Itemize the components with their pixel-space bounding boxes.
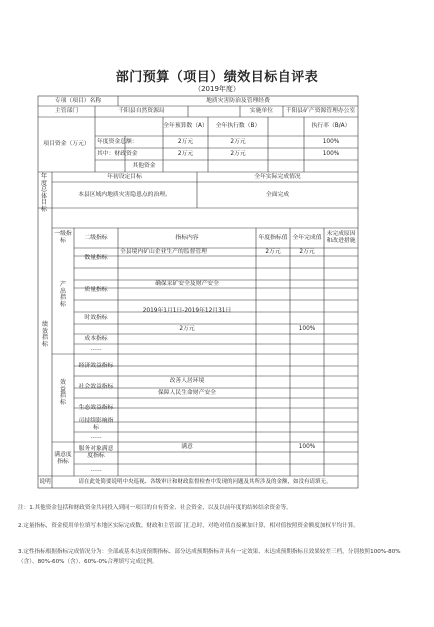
qty-target: 2万元: [265, 248, 281, 255]
quality-content: 确保采矿安全及财产安全: [155, 280, 219, 287]
annual-total-a: 2万元: [177, 138, 194, 145]
output-ellipsis: ……: [90, 345, 102, 352]
other-funds-label: 其他资金: [132, 162, 156, 169]
actual-header: 全年完成值: [292, 234, 322, 241]
note-2: 2.定量指标，资金使用单位填写本地区实际完成数。财政和主管部门汇总时，对绝对值直接累加计算，相对值按照资金额度加权平均计算。: [18, 523, 359, 529]
funds-label: 项目资金（万元）: [43, 141, 90, 148]
satisfaction-ellipsis: ……: [90, 466, 102, 473]
annual-total-rate: 100%: [322, 138, 340, 145]
impl-unit-label: 实施单位: [249, 108, 274, 115]
social-label: 社会效益指标: [78, 383, 114, 390]
benefit-label: 效益指标: [59, 379, 66, 406]
target-header: 年度指标值: [258, 234, 288, 241]
annual-exec-label: 全年执行数（B）: [215, 123, 261, 130]
remark-label: 说明: [39, 478, 51, 485]
satisfaction-outer-label: 满意度指标: [54, 452, 72, 465]
social-content-2: 保障人民生命财产安全: [158, 389, 216, 396]
fiscal-rate: 100%: [322, 150, 340, 157]
goal-expected-header: 年初设定目标: [107, 173, 142, 180]
goal-label: 年度总体目标: [40, 173, 47, 213]
time-label: 时效指标: [84, 314, 108, 321]
page-title: 部门预算（项目）绩效目标自评表: [115, 70, 319, 85]
perf-label: 绩效指标: [41, 321, 48, 348]
reason-header: 未完成原因和改进措施: [326, 231, 356, 244]
lvl1-header: 一级指标: [54, 231, 72, 244]
annual-total-b: 2万元: [230, 138, 246, 145]
note-3: 3.定性指标根据指标完成情况分为：全部或基本达成预期指标、部分达成预期指标并具有一定效果、未达成预期指标且效果较差三档，分别按照100%-80%（含）、80%-60%（含）、60%-0%合理填写完成比例。: [18, 549, 401, 565]
social-content-1: 改善人居环境: [169, 378, 205, 385]
project-name-value: 地质灾害防治及管理经费: [206, 97, 270, 104]
remark-value: 请在此处简要说明中央巡视、各级审计和财政监督检查中发现的问题及其所涉及的金额，如没有请填无。: [78, 478, 332, 485]
goal-expected-value: 本县区域内地质灾害隐患点的治理。: [78, 191, 171, 198]
annual-budget-label: 全年预算数（A）: [163, 123, 208, 130]
eco-label: 生态效益指标: [78, 404, 114, 411]
satisfaction-label: 服务对象满意度指标: [78, 446, 114, 459]
cost-target: 2万元: [179, 325, 195, 332]
satisfaction-content: 满意: [181, 443, 193, 450]
project-name-label: 专项（项目）名称: [54, 97, 102, 104]
fiscal-a: 2万元: [177, 150, 194, 157]
lvl2-header: 二级指标: [84, 234, 108, 241]
cost-actual: 100%: [298, 325, 316, 332]
qty-content: 全县境内矿山企业生产的监督管理: [120, 248, 207, 255]
indicator-header: 指标内容: [175, 234, 199, 241]
benefit-ellipsis: ……: [90, 433, 102, 440]
sustain-label: 可持续影响指标: [78, 418, 114, 431]
output-label: 产出指标: [59, 281, 66, 308]
annual-total-label: 年度资金总额：: [97, 138, 138, 145]
fiscal-label: 其中：财政资金: [97, 150, 138, 157]
goal-actual-header: 全年实际完成情况: [254, 173, 301, 180]
goal-actual-value: 全面完成: [265, 191, 290, 198]
econ-label: 经济效益指标: [78, 362, 114, 369]
fiscal-b: 2万元: [230, 150, 246, 157]
impl-unit-value: 千阳县矿产资源管理办公室: [285, 108, 356, 115]
time-content: 2019年1月1日-2019年12月31日: [142, 307, 232, 314]
qty-label: 数量指标: [84, 254, 108, 261]
competent-dept-value: 千阳县自然资源局: [118, 108, 165, 115]
satisfaction-actual: 100%: [298, 443, 316, 450]
year-subtitle: （2019年度）: [194, 85, 240, 93]
cost-label: 成本指标: [84, 335, 108, 342]
qty-actual: 2万元: [299, 248, 315, 255]
quality-label: 质量指标: [84, 286, 108, 293]
note-1: 注：1.其他资金包括和财政资金共同投入到同一项目的自有资金、社会资金，以及以前年度的结转结余资金等。: [18, 505, 292, 511]
competent-dept-label: 主管部门: [54, 108, 79, 115]
exec-rate-label: 执行率（B/A）: [311, 123, 351, 130]
